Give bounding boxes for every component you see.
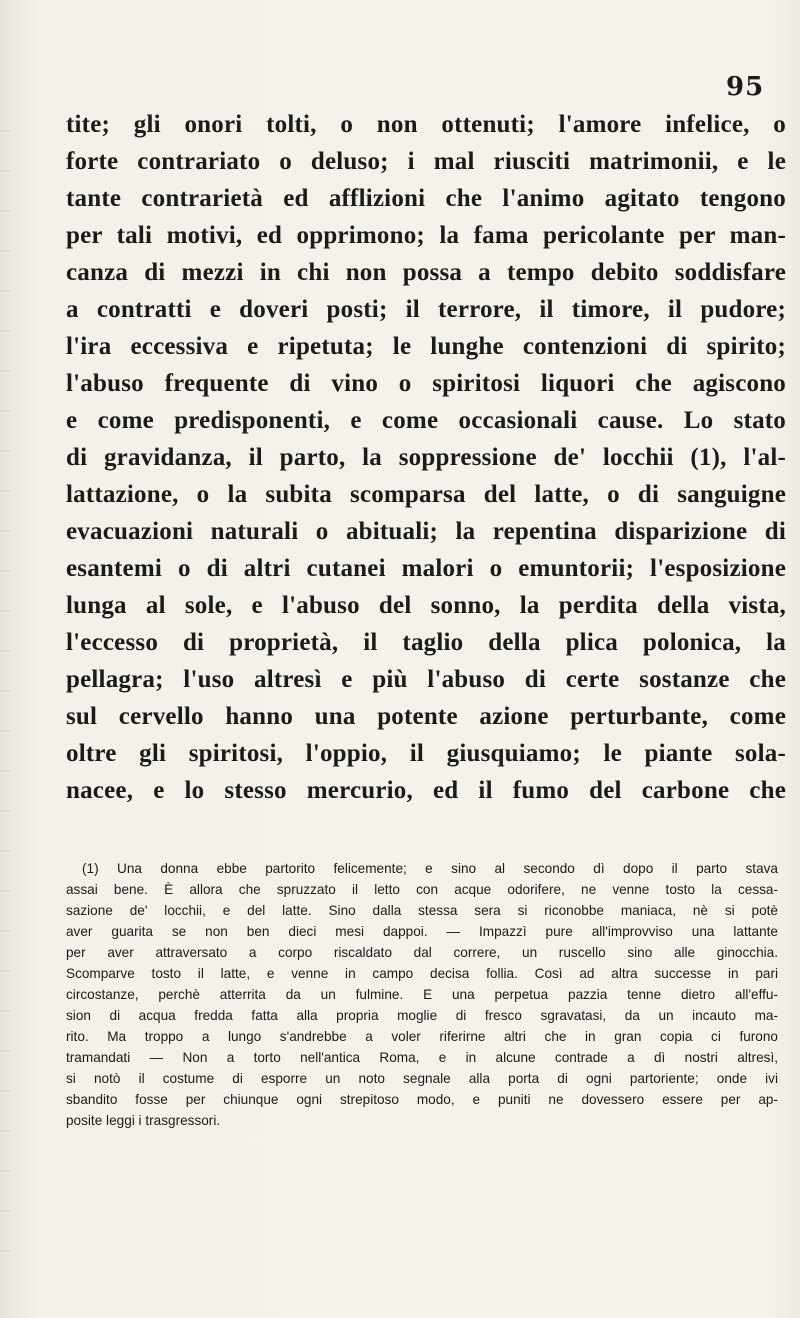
body-line: l'abuso frequente di vino o spiritosi liquori che agiscono [66,370,786,397]
body-line: sul cervello hanno una potente azione perturbante, come [66,703,786,730]
footnote-line: sbandito fosse per chiunque ogni strepitoso modo, e puniti ne dovessero essere per ap- [66,1092,778,1107]
footnote-line: tramandati — Non a torto nell'antica Roma, e in alcune contrade a dì nostri altresì, [66,1050,778,1065]
footnote-line: sazione de' locchii, e del latte. Sino dalla stessa sera si riconobbe maniaca, nè si potè [66,903,778,918]
footnote-line: per aver attraversato a corpo riscaldato dal correre, un ruscello sino alle ginocchia. [66,945,778,960]
body-line: evacuazioni naturali o abituali; la repentina disparizione di [66,518,786,545]
footnote-line: rito. Ma troppo a lungo s'andrebbe a voler riferirne altri che in gran copia ci furono [66,1029,778,1044]
body-line: canza di mezzi in chi non possa a tempo debito soddisfare [66,259,786,286]
footnote-line: sion di acqua fredda fatta alla propria moglie di fresco sgravatasi, da un incauto ma- [66,1008,778,1023]
body-line: per tali motivi, ed opprimono; la fama pericolante per man- [66,222,786,249]
body-line: tante contrarietà ed afflizioni che l'animo agitato tengono [66,185,786,212]
footnote-line: posite leggi i trasgressori. [66,1113,221,1128]
gutter-shadow [0,130,10,1280]
body-line: tite; gli onori tolti, o non ottenuti; l'amore infelice, o [66,111,786,138]
footnote-line: Scomparve tosto il latte, e venne in campo decisa follia. Così ad altra successe in pari [66,966,778,981]
body-line: nacee, e lo stesso mercurio, ed il fumo del carbone che [66,777,786,804]
footnote-line: circostanze, perchè atterrita da un fulmine. E una perpetua pazzia tenne dietro all'effu- [66,987,778,1002]
body-line: forte contrariato o deluso; i mal riusciti matrimonii, e le [66,148,786,175]
body-line: pellagra; l'uso altresì e più l'abuso di certe sostanze che [66,666,786,693]
footnote [66,858,778,1131]
body-text [66,106,786,809]
body-line: l'eccesso di proprietà, il taglio della plica polonica, la [66,629,786,656]
footnote-line: aver guarita se non ben dieci mesi dappoi. — Impazzì pure all'improvviso una lattante [66,924,778,939]
body-line: l'ira eccessiva e ripetuta; le lunghe contenzioni di spirito; [66,333,786,360]
body-line: oltre gli spiritosi, l'oppio, il giusquiamo; le piante sola- [66,740,786,767]
footnote-line: si notò il costume di esporre un noto segnale alla porta di ogni partoriente; onde ivi [66,1071,778,1086]
body-line: a contratti e doveri posti; il terrore, il timore, il pudore; [66,296,786,323]
page-number: 95 [726,72,765,102]
body-line: e come predisponenti, e come occasionali cause. Lo stato [66,407,786,434]
body-line: di gravidanza, il parto, la soppressione de' locchii (1), l'al- [66,444,786,471]
body-line: lunga al sole, e l'abuso del sonno, la perdita della vista, [66,592,786,619]
footnote-line: (1) Una donna ebbe partorito felicemente; e sino al secondo dì dopo il parto stava [82,861,778,876]
body-line: esantemi o di altri cutanei malori o emuntorii; l'esposizione [66,555,786,582]
body-line: lattazione, o la subita scomparsa del latte, o di sanguigne [66,481,786,508]
footnote-line: assai bene. È allora che spruzzato il letto con acque odorifere, ne venne tosto la cessa- [66,882,778,897]
